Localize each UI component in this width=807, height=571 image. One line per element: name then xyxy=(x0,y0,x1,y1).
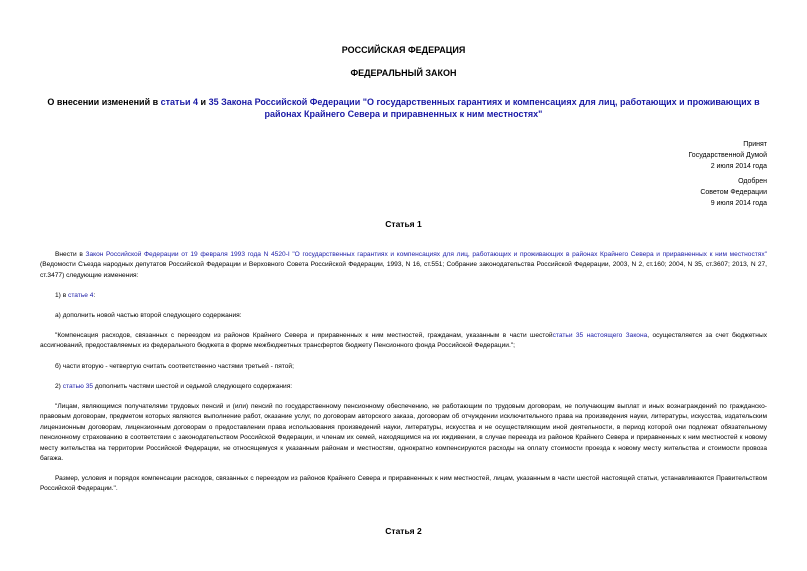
intro-text: (Ведомости Съезда народных депутатов Российской Федерации и Верховного Совета Российской Федерации, 1993, N 16, ст.551; Собрание законодательства Российской Федерации, 2003, N 2, ст.160; 2004, N 35, ст.3607; 2013, N 27, ст.3477) следующие изменения: xyxy=(40,261,767,279)
article-35-law-link[interactable]: 35 Закона Российской Федерации "О государственных гарантиях и компенсациях для лиц, работающих и проживающих в районах Крайнего Севера и приравненных к ним местностях" xyxy=(208,97,760,119)
item-1 xyxy=(40,291,767,301)
quote-text: , осуществляется за счет бюджетных ассигнований, предоставляемых из федерального бюджета в форме межбюджетных трансфертов бюджету Пенсионного фонда Российской Федерации."; xyxy=(40,332,767,350)
article-35-link[interactable]: статью 35 xyxy=(62,383,94,390)
quote-part-seven: Размер, условия и порядок компенсации расходов, связанных с переездом из районов Крайнего Севера и приравненных к ним местностей, лицам, указанным в части шестой настоящей статьи, устанавливаются Правительством Российской Федерации.". xyxy=(40,475,767,493)
intro-text: Внести в xyxy=(55,251,86,258)
article-4-link[interactable]: статьи 4 xyxy=(160,97,199,107)
quote-text: "Компенсация расходов, связанных с переездом из районов Крайнего Севера и приравненных к ним местностей, гражданам, указанным в части шестой xyxy=(55,332,553,339)
approved-label: Одобрен xyxy=(738,178,767,185)
quote-part-six: "Лицам, являющимся получателями трудовых пенсий и (или) пенсий по государственному пенсионному обеспечению, не работающим по трудовым договорам, не получающим выплат и иных вознаграждений по гражданско-правовым договорам, предметом которых являются выполнение работ, оказание услуг, по договорам авторского заказа, договорам об отчуждении исключительного права на произведения науки, литературы, искусства, издательским лицензионным договорам, лицензионным договорам о предоставлении права использования произведений науки, литературы, искусства и не осуществляющим иной деятельности, в период которой они подлежат обязательному пенсионному страхованию в соответствии с законодательством Российской Федерации, и членам их семей, находящимся на их иждивении, в случае переезда из районов Крайнего Севера и приравненных к ним местностей к новому месту жительства на территории Российской Федерации, не относящемуся к указанным районам и местностям, однократно компенсируются расходы на оплату стоимости проезда к новому месту жительства и стоимости провоза багажа. xyxy=(40,403,767,463)
adopted-block xyxy=(688,139,767,172)
law-title xyxy=(40,96,767,120)
approved-date: 9 июля 2014 года xyxy=(710,200,767,207)
article-35-ref-link[interactable]: статьи 35 настоящего Закона xyxy=(552,332,648,339)
adopted-body: Государственной Думой xyxy=(688,152,767,159)
item-1b: б) части вторую - четвертую считать соответственно частями третьей - пятой; xyxy=(55,363,294,370)
item-2-text: 2) xyxy=(55,383,63,390)
item-1a: а) дополнить новой частью второй следующего содержания: xyxy=(55,312,242,319)
quote-compensation xyxy=(40,331,767,352)
law-title-text: О внесении изменений в xyxy=(47,97,161,107)
item-1-text: : xyxy=(93,292,96,299)
item-2-text: дополнить частями шестой и седьмой следующего содержания: xyxy=(93,383,293,390)
article-1-intro xyxy=(40,250,767,281)
country-heading: РОССИЙСКАЯ ФЕДЕРАЦИЯ xyxy=(341,45,466,55)
approved-block xyxy=(700,176,767,209)
law-reference-link[interactable]: Закон Российской Федерации от 19 февраля 1993 года N 4520-I "О государственных гарантиях и компенсациях для лиц, работающих и проживающих в районах Крайнего Севера и приравненных к ним местностях" xyxy=(85,251,767,258)
article-2-heading: Статья 2 xyxy=(385,526,422,536)
article-4-ref-link[interactable]: статье 4 xyxy=(68,292,94,299)
law-type-heading: ФЕДЕРАЛЬНЫЙ ЗАКОН xyxy=(350,68,457,78)
adopted-label: Принят xyxy=(743,141,767,148)
approved-body: Советом Федерации xyxy=(700,189,767,196)
item-1-text: 1) в xyxy=(55,292,69,299)
law-title-text: и xyxy=(198,97,209,107)
article-1-heading: Статья 1 xyxy=(385,219,422,229)
item-2 xyxy=(40,382,767,392)
adopted-date: 2 июля 2014 года xyxy=(710,163,767,170)
